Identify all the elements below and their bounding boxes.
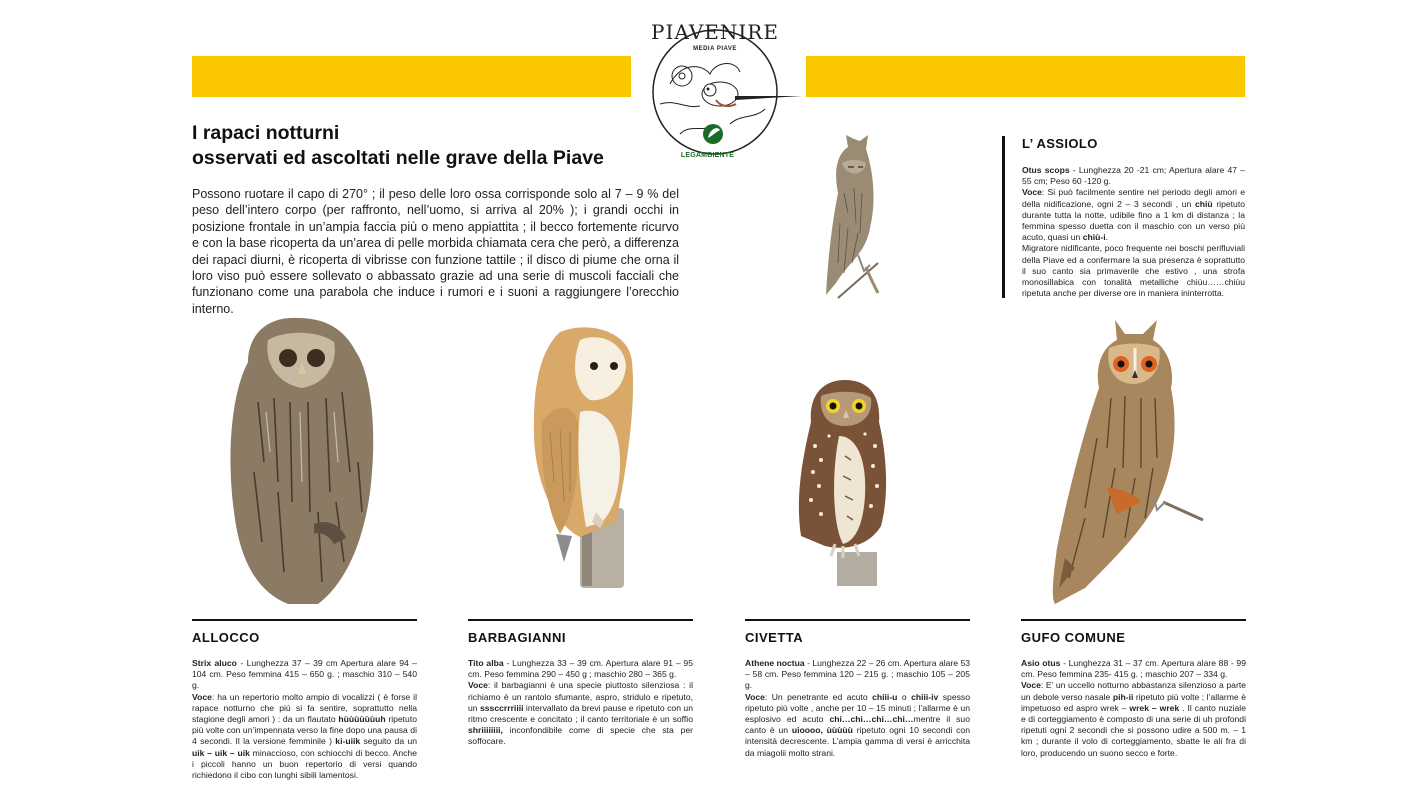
civetta-voce-c: spesso ripetuto più volte , anche per 10 – 15 minuti ; l’allarme è un esplosivo ed acuto bbox=[745, 691, 970, 725]
barbagianni-measures: - Lunghezza 33 – 39 cm. Apertura alare 91 – 95 cm. Peso femmina 290 – 450 g ; maschio 280 – 365 g. bbox=[468, 658, 693, 680]
assiolo-voce-c: . bbox=[1105, 232, 1108, 243]
gufo-comune-scientific-name: Asio otus bbox=[1021, 658, 1061, 668]
civetta-call-4: uioooo, ùùùùù bbox=[791, 725, 853, 736]
barbagianni-illustration bbox=[520, 322, 645, 590]
allocco-voce-d: minaccioso, con schiocchi di becco. Anche i piccoli hanno un buon repertorio di versi quando richiedono il cibo con lunghi sibili lamentosi. bbox=[192, 747, 417, 781]
barbagianni-call-1: sssccrrriiii bbox=[480, 702, 524, 713]
allocco-heading: ALLOCCO bbox=[192, 630, 260, 645]
allocco-scientific-name: Strix aluco bbox=[192, 658, 237, 668]
barbagianni-voce-b: intervallato da brevi pause e ripetuto con un ritmo crescente e concitato ; il canto territoriale è un soffio bbox=[468, 702, 693, 725]
assiolo-illustration bbox=[818, 133, 890, 301]
logo-subtitle: MEDIA PIAVE bbox=[693, 46, 737, 52]
civetta-voce-e: ripetuto ogni 10 secondi con intensità decrescente. L’ampia gamma di versi è arricchita da miagolii molto strani. bbox=[745, 725, 970, 758]
civetta-scientific-name: Athene noctua bbox=[745, 658, 805, 668]
assiolo-measures: - Lunghezza 20 -21 cm; Apertura alare 47 – 55 cm; Peso 60 -120 g. bbox=[1022, 165, 1245, 187]
barbagianni-section bbox=[468, 619, 693, 748]
barbagianni-divider bbox=[468, 619, 693, 621]
assiolo-call-1: chiù bbox=[1194, 198, 1213, 209]
assiolo-heading: L’ ASSIOLO bbox=[1022, 136, 1098, 151]
gufo-comune-voce-b: ripetuto più volte ; l’allarme è impetuoso ed aspro wrek – bbox=[1021, 691, 1246, 713]
barbagianni-voce-c: inconfondibile come di specie che sta per soffocare. bbox=[468, 725, 693, 747]
civetta-voce-a: : Un penetrante ed acuto bbox=[764, 691, 873, 702]
gufo-comune-heading: GUFO COMUNE bbox=[1021, 630, 1126, 645]
allocco-measures: - Lunghezza 37 – 39 cm Apertura alare 94 – 104 cm. Peso femmina 415 – 650 g. ; maschio 310 – 540 g. bbox=[192, 658, 417, 691]
barbagianni-voce-a: : il barbagianni è una specie piuttosto silenziosa : il richiamo è un rantolo sfumante, aspro, stridulo e ripetuto, un bbox=[468, 680, 693, 713]
gufo-comune-voce-label: Voce bbox=[1021, 680, 1041, 691]
legambiente-icon bbox=[703, 124, 723, 144]
intro-paragraph: Possono ruotare il capo di 270° ; il peso delle loro ossa corrisponde solo al 7 – 9 % del peso dell’intero corpo (per raffronto, nell’uomo, si arriva al 20% ); i grandi occhi in posizione frontale in un’ampia faccia più o meno appiattita ; il becco fortemente ricurvo e con la base ricoperta da un’area di pelle morbida chiamata cera che però, a differenza dei rapaci diurni, è ricoperta di vibrisse con funzione tattile ; il disco di piume che orna il loro viso può essere sollevato o abbassato grazie ad una serie di muscoli facciali che funzionano come una parabola che induce i rumori e i suoni a raggiungere l’orecchio interno. bbox=[192, 187, 679, 316]
barbagianni-voce-label: Voce bbox=[468, 680, 488, 691]
allocco-voce-c: seguito da un bbox=[360, 736, 417, 747]
allocco-call-2: ki-uiik bbox=[335, 736, 361, 747]
assiolo-description bbox=[1022, 165, 1245, 299]
gufo-comune-divider bbox=[1021, 619, 1246, 621]
civetta-measures: - Lunghezza 22 – 26 cm. Apertura alare 53 – 58 cm. Peso femmina 120 – 215 g. ; maschio 105 – 205 g. bbox=[745, 658, 970, 691]
civetta-divider bbox=[745, 619, 970, 621]
civetta-heading: CIVETTA bbox=[745, 630, 804, 645]
barbagianni-heading: BARBAGIANNI bbox=[468, 630, 566, 645]
civetta-voce-label: Voce bbox=[745, 691, 765, 702]
header-bar-left bbox=[192, 56, 631, 97]
barbagianni-description bbox=[468, 658, 693, 748]
allocco-call-3: uik – uik – uik bbox=[192, 747, 250, 758]
allocco-divider bbox=[192, 619, 417, 621]
civetta-call-3: chi…chi…chi…chi… bbox=[829, 714, 914, 725]
logo-title: PIAVENIRE bbox=[651, 20, 779, 44]
assiolo-voce-label: Voce bbox=[1022, 187, 1042, 198]
piavenire-logo bbox=[640, 14, 805, 164]
civetta-description bbox=[745, 658, 970, 759]
barbagianni-scientific-name: Tito alba bbox=[468, 658, 504, 668]
gufo-comune-description bbox=[1021, 658, 1246, 759]
civetta-call-1: chiii-u bbox=[872, 691, 898, 702]
assiolo-scientific-name: Otus scops bbox=[1022, 165, 1070, 175]
allocco-voce-a: : ha un repertorio molto ampio di vocalizzi ( è forse il rapace notturno che più si fa sentire, soprattutto nella stagione degli amori ) : da un flautato bbox=[192, 691, 417, 725]
header-bar-right bbox=[806, 56, 1245, 97]
assiolo-section bbox=[1002, 136, 1245, 298]
page-title bbox=[192, 121, 662, 171]
allocco-section bbox=[192, 619, 417, 781]
gufo-comune-call-1: pih-ii bbox=[1112, 691, 1134, 702]
assiolo-voce-b: ripetuto durante tutta la notte, udibile fino a 1 km di distanza ; la femmina spesso duetta con il maschio con un verso più acuto, quasi un bbox=[1022, 198, 1245, 243]
assiolo-voce-a: : Si può facilmente sentire nel periodo degli amori e della nidificazione, ogni 2 – 3 secondi , un bbox=[1022, 187, 1245, 209]
civetta-voce-b: o bbox=[897, 691, 912, 702]
gufo-comune-voce-c: . Il canto nuziale e di corteggiamento è composto di una serie di uh profondi ripetuti ogni 2 secondi che si possono udire a 500 m. – 1 km ; durante il volo di corteggiamento, sbatte le ali fra di loro, producendo un suono secco e forte. bbox=[1021, 702, 1246, 758]
civetta-section bbox=[745, 619, 970, 759]
title-line-1: I rapaci notturni bbox=[192, 122, 340, 144]
gufo-comune-call-2: wrek – wrek bbox=[1129, 702, 1180, 713]
assiolo-extra: Migratore nidificante, poco frequente nei boschi perifluviali della Piave ed a confermare la sua presenza è soprattutto il suo canto sia primaverile che estivo , una strofa monosillabica con tonalità metalliche chiùu……chiùu ripetuta anche per diverse ore in maniera ininterrotta. bbox=[1022, 243, 1245, 299]
allocco-call-1: hùùùùùùuh bbox=[338, 714, 386, 725]
allocco-voce-label: Voce bbox=[192, 691, 212, 702]
gufo-comune-voce-a: : E’ un uccello notturno abbastanza silenzioso a parte un debole verso nasale bbox=[1021, 680, 1246, 702]
allocco-description bbox=[192, 658, 417, 781]
barbagianni-call-2: shriiiiiiii, bbox=[468, 725, 503, 736]
allocco-illustration bbox=[218, 312, 388, 608]
gufo-comune-illustration bbox=[1045, 318, 1205, 606]
assiolo-call-2: chiù-i bbox=[1082, 232, 1106, 243]
logo-brand: LEGAMBIENTE bbox=[680, 152, 735, 159]
gufo-comune-section bbox=[1021, 619, 1246, 759]
allocco-voce-b: ripetuto più volte con un’impennata verso la fine dopo una pausa di 4 secondi. Il la versione femminile ) bbox=[192, 714, 417, 747]
civetta-illustration bbox=[785, 376, 903, 586]
gufo-comune-measures: - Lunghezza 31 – 37 cm. Apertura alare 88 - 99 cm. Peso femmina 235- 415 g. ; maschio 207 – 334 g. bbox=[1021, 658, 1246, 680]
civetta-call-2: chiii-iv bbox=[911, 691, 939, 702]
title-line-2: osservati ed ascoltati nelle grave della Piave bbox=[192, 147, 604, 169]
civetta-voce-d: mentre il suo canto è un bbox=[745, 714, 970, 736]
